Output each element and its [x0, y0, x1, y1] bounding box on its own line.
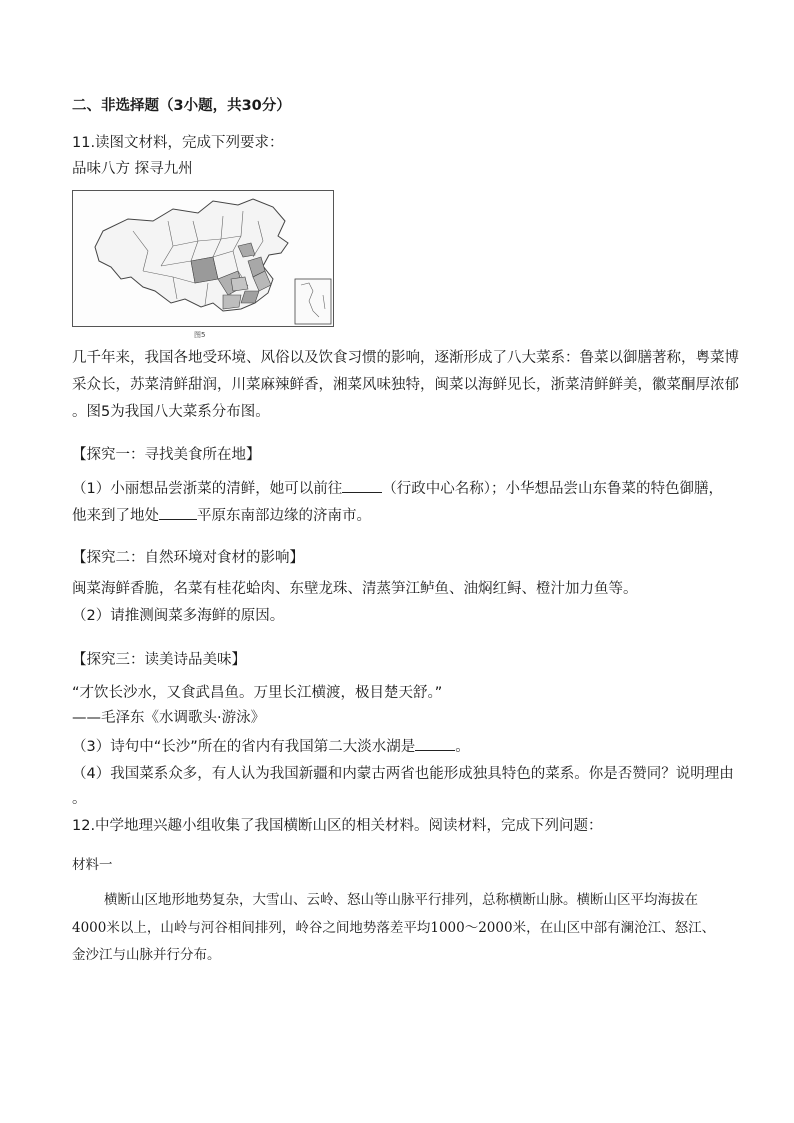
answer-blank-2[interactable] — [159, 505, 197, 520]
q11-sub1-text-b: （行政中心名称）；小华想品尝山东鲁菜的特色御膳， — [382, 481, 723, 497]
material-1-label: 材料一 — [72, 857, 113, 873]
poem-author: ——毛泽东《水调歌头·游泳》 — [72, 710, 266, 726]
q11-sub1-line-2 — [72, 505, 371, 526]
section-title: 二、非选择题（3小题，共30分） — [72, 98, 291, 114]
material-1-line-3: 金沙江与山脉并行分布。 — [72, 947, 221, 963]
explore-2-text: 闽菜海鲜香脆，名菜有桂花蛤肉、东壁龙珠、清蒸笋江鲈鱼、油焖红鲟、橙汁加力鱼等。 — [72, 581, 638, 597]
q11-sub3-text-b: 。 — [455, 739, 470, 755]
explore-1-title: 【探究一：寻找美食所在地】 — [72, 447, 261, 463]
china-cuisine-map — [72, 190, 334, 327]
q11-sub1-text-c: 他来到了地处 — [72, 508, 159, 524]
answer-blank-3[interactable] — [415, 736, 455, 751]
q11-sub3 — [72, 736, 470, 757]
q11-intro-line-1: 几千年来，我国各地受环境、风俗以及饮食习惯的影响，逐渐形成了八大菜系：鲁菜以御膳著称，粤菜博 — [72, 350, 739, 366]
q11-intro-line-3: 。图5为我国八大菜系分布图。 — [72, 404, 270, 420]
explore-3-title: 【探究三：读美诗品美味】 — [72, 652, 246, 668]
question-11-stem: 11.读图文材料，完成下列要求： — [72, 135, 284, 151]
question-12-stem: 12.中学地理兴趣小组收集了我国横断山区的相关材料。阅读材料，完成下列问题： — [72, 818, 603, 834]
q11-sub1-text-d: 平原东南部边缘的济南市。 — [197, 508, 371, 524]
china-map-figure — [73, 191, 333, 326]
figure-caption: 图5 — [194, 331, 206, 339]
q11-sub4-line-1: （4）我国菜系众多，有人认为我国新疆和内蒙古两省也能形成独具特色的菜系。你是否赞同？说明理由 — [72, 766, 734, 782]
explore-2-title: 【探究二：自然环境对食材的影响】 — [72, 550, 304, 566]
q11-sub4-line-2: 。 — [72, 791, 87, 807]
q11-intro-line-2: 采众长，苏菜清鲜甜润，川菜麻辣鲜香，湘菜风味独特，闽菜以海鲜见长，浙菜清鲜鲜美，徽菜酮厚浓郁 — [72, 377, 739, 393]
question-11-subtitle: 品味八方 探寻九州 — [72, 161, 193, 177]
poem-line: “才饮长沙水，又食武昌鱼。万里长江横渡，极目楚天舒。” — [72, 685, 443, 701]
material-1-line-2: 4000米以上，山岭与河谷相间排列，岭谷之间地势落差平均1000～2000米，在山区中部有澜沧江、怒江、 — [72, 920, 716, 936]
q11-sub1-line-1 — [72, 478, 723, 499]
material-1-line-1: 横断山区地形地势复杂，大雪山、云岭、怒山等山脉平行排列，总称横断山脉。横断山区平均海拔在 — [104, 892, 698, 908]
q11-sub1-text-a: （1）小丽想品尝浙菜的清鲜，她可以前往 — [72, 481, 343, 497]
answer-blank-1[interactable] — [342, 478, 382, 493]
q11-sub3-text-a: （3）诗句中“长沙”所在的省内有我国第二大淡水湖是 — [72, 739, 416, 755]
q11-sub2: （2）请推测闽菜多海鲜的原因。 — [72, 608, 285, 624]
